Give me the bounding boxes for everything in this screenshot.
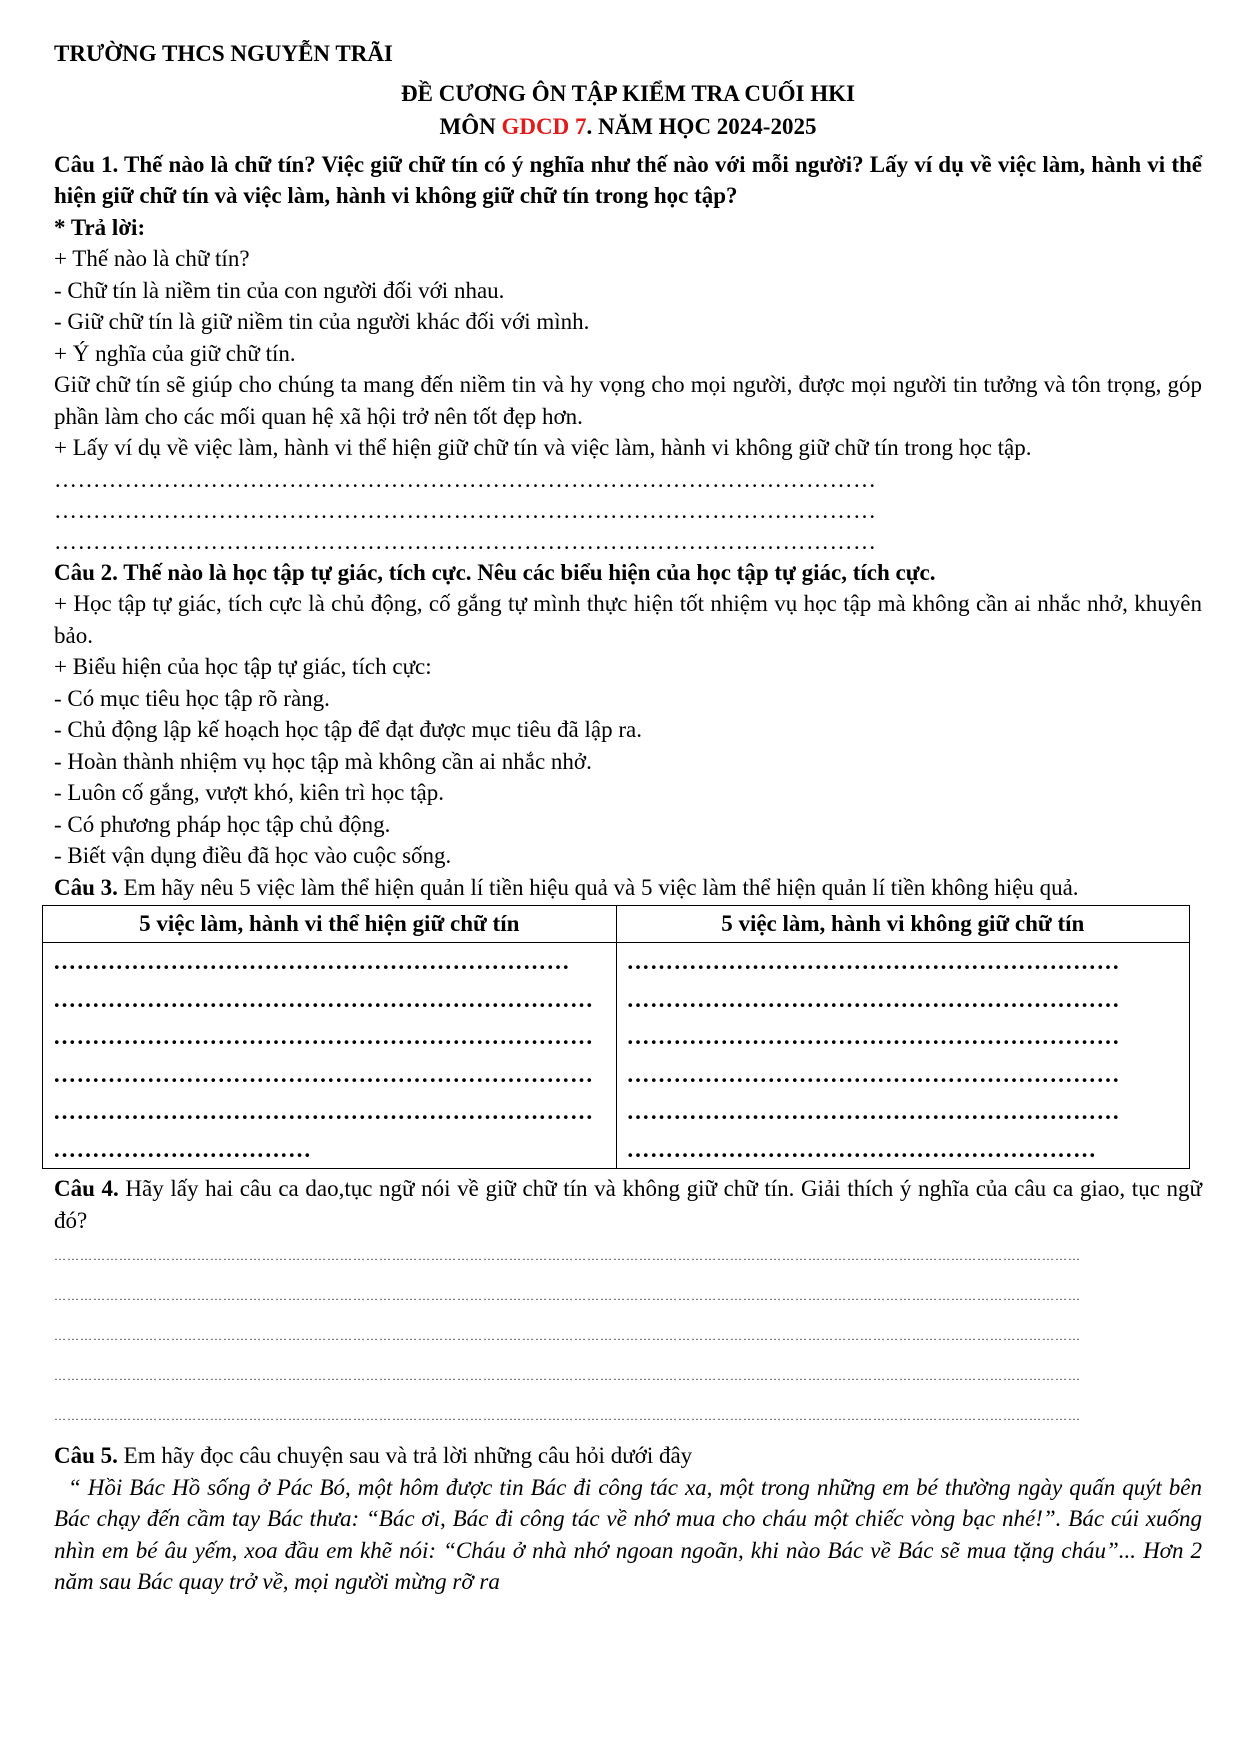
q5-story: “ Hồi Bác Hồ sống ở Pác Bó, một hôm được tin Bác đi công tác xa, một trong những em bé thường ngày quấn quýt bên Bác chạy đến cầm tay Bác thưa: “Bác ơi, Bác đi công tác về nhớ mua cho cháu một chiếc vòng bạc nhé!”. Bác cúi xuống nhìn em bé âu yếm, xoa đầu em khẽ nói: “Cháu ở nhà nhớ ngoan ngoãn, khi nào Bác về Bác sẽ mua tặng cháu”... Hơn 2 năm sau Bác quay trở về, mọi người mừng rỡ ra [54,1474,1202,1594]
q2-line: - Có phương pháp học tập chủ động. [54,811,391,837]
question-4 [54,1173,1202,1236]
table-blank-line[interactable]: …………………………………………………………… [53,1099,594,1124]
table-column-break-trust [616,943,1190,1169]
q4-blank-line[interactable]: ………………………………………………………………………………………………………………………………………………………………………………………………………………… [54,1369,1081,1383]
table-blank-line[interactable]: ……………………………………………………… [626,1061,1120,1087]
subject-line [54,111,1202,143]
document-page [54,38,1202,1598]
q2-line: - Biết vận dụng điều đã học vào cuộc sống. [54,843,452,868]
q2-line: - Có mục tiêu học tập rõ ràng. [54,685,330,711]
table-blank-line[interactable]: ……………………………………………………… [626,949,1120,974]
table-blank-line[interactable]: …………………………… [53,1136,312,1162]
question-5-text: Em hãy đọc câu chuyện sau và trả lời những câu hỏi dưới đây [117,1443,693,1468]
q1-line: + Ý nghĩa của giữ chữ tín. [54,340,296,366]
question-4-text: Hãy lấy hai câu ca dao,tục ngữ nói về giữ chữ tín và không giữ chữ tín. Giải thích ý nghĩa của câu ca giao, tục ngữ đó? [54,1176,1202,1233]
question-1 [54,149,1202,212]
table-blank-line[interactable]: ……………………………………………………… [626,1099,1120,1124]
table-header-keep-trust: 5 việc làm, hành vi thể hiện giữ chữ tín [43,906,617,943]
question-1-text: Thế nào là chữ tín? Việc giữ chữ tín có ý nghĩa như thế nào với mỗi người? Lấy ví dụ về việc làm, hành vi thể hiện giữ chữ tín và việc làm, hành vi không giữ chữ tín trong học tập? [54,151,1203,208]
q1-line: - Giữ chữ tín là giữ niềm tin của người khác đối với mình. [54,309,590,334]
subject-suffix: . NĂM HỌC 2024-2025 [586,114,817,139]
subject-prefix: MÔN [439,114,502,139]
q2-line: - Chủ động lập kế hoạch học tập để đạt được mục tiêu đã lập ra. [54,717,642,742]
school-name: TRƯỜNG THCS NGUYỄN TRÃI [54,41,393,66]
table-blank-line[interactable]: …………………………………………………………… [53,1061,594,1087]
q4-blank-line[interactable]: ………………………………………………………………………………………………………………………………………………………………………………………………………………… [54,1409,1081,1423]
question-3-label: Câu 3. [54,874,118,900]
q1-line: + Lấy ví dụ về việc làm, hành vi thể hiện giữ chữ tín và việc làm, hành vi không giữ chữ tín trong học tập. [54,435,1032,460]
document-title: ĐỀ CƯƠNG ÔN TẬP KIỂM TRA CUỐI HKI [401,80,855,106]
q4-blank-line[interactable]: ………………………………………………………………………………………………………………………………………………………………………………………………………………… [54,1329,1081,1343]
q4-blank-line[interactable]: ………………………………………………………………………………………………………………………………………………………………………………………………………………… [54,1249,1081,1263]
q1-blank-line[interactable]: …………………………………………………………………………………………… [54,528,877,554]
answer-table [42,905,1190,1169]
q4-blank-line[interactable]: ………………………………………………………………………………………………………………………………………………………………………………………………………………… [54,1289,1081,1303]
q2-line: - Luôn cố gắng, vượt khó, kiên trì học tập. [54,780,444,805]
table-blank-line[interactable]: ………………………………………………………… [53,949,570,974]
question-1-label: Câu 1. [54,151,119,177]
question-2 [54,557,1202,589]
question-3 [54,872,1202,904]
question-2-label: Câu 2. [54,559,118,585]
question-2-text: Thế nào là học tập tự giác, tích cực. Nêu các biểu hiện của học tập tự giác, tích cực. [117,559,936,585]
q2-line: - Hoàn thành nhiệm vụ học tập mà không cần ai nhắc nhở. [54,748,592,774]
question-5-label: Câu 5. [54,1443,118,1468]
table-blank-line[interactable]: …………………………………………………… [626,1136,1097,1162]
q1-blank-line[interactable]: …………………………………………………………………………………………… [54,466,877,492]
question-3-text: Em hãy nêu 5 việc làm thể hiện quản lí tiền hiệu quả và 5 việc làm thể hiện quản lí tiền không hiệu quả. [117,874,1079,900]
subject-name: GDCD 7 [501,114,587,139]
question-4-label: Câu 4. [54,1176,119,1201]
table-blank-line[interactable]: …………………………………………………………… [53,1024,594,1049]
table-blank-line[interactable]: …………………………………………………………… [53,986,594,1012]
table-blank-line[interactable]: ……………………………………………………… [626,1024,1120,1049]
q2-line: + Biểu hiện của học tập tự giác, tích cực: [54,654,432,679]
answer-heading: * Trả lời: [54,214,146,240]
q1-line: + Thế nào là chữ tín? [54,246,250,271]
table-column-keep-trust [43,943,617,1169]
q1-line: Giữ chữ tín sẽ giúp cho chúng ta mang đến niềm tin và hy vọng cho mọi người, được mọi người tin tưởng và tôn trọng, góp phần làm cho các mối quan hệ xã hội trở nên tốt đẹp hơn. [54,372,1202,429]
q1-line: - Chữ tín là niềm tin của con người đối với nhau. [54,277,505,303]
table-header-break-trust: 5 việc làm, hành vi không giữ chữ tín [616,906,1190,943]
question-5 [54,1440,1202,1472]
q2-line: + Học tập tự giác, tích cực là chủ động, cố gắng tự mình thực hiện tốt nhiệm vụ học tập mà không cần ai nhắc nhở, khuyên bảo. [54,591,1202,648]
q1-blank-line[interactable]: …………………………………………………………………………………………… [54,497,877,523]
table-blank-line[interactable]: ……………………………………………………… [626,986,1120,1012]
